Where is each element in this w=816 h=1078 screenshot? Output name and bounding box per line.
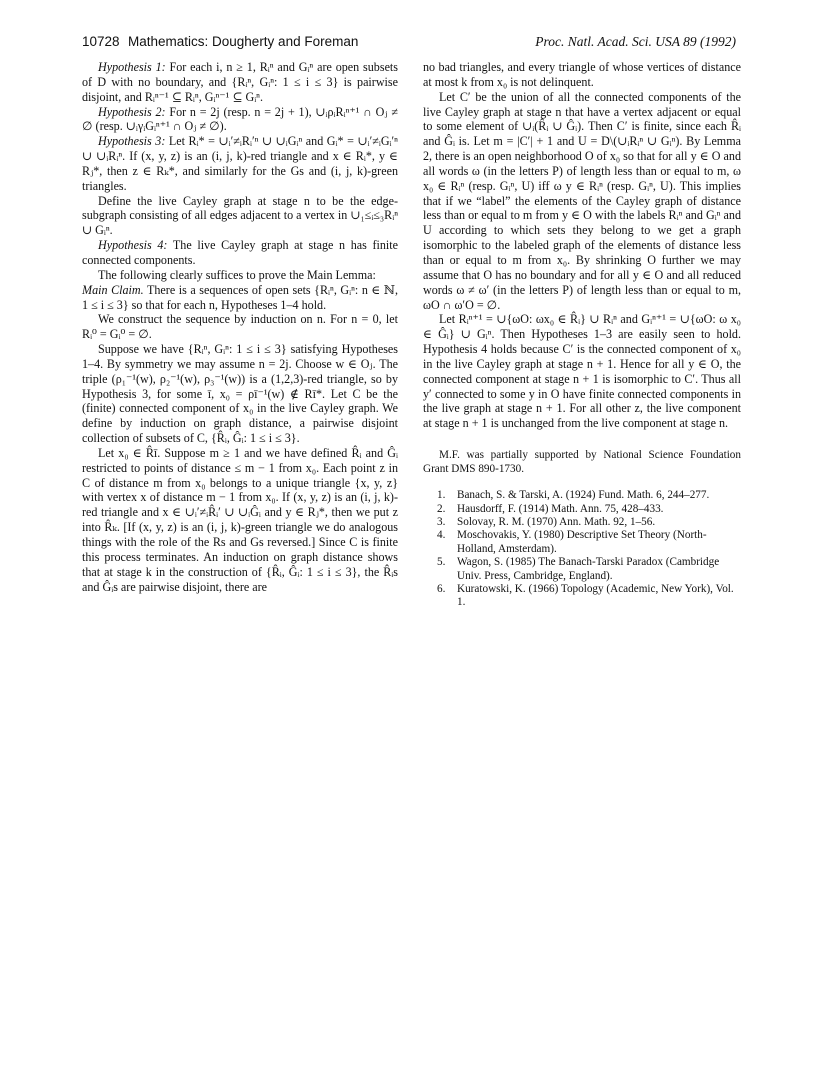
left-column <box>82 60 398 594</box>
hypothesis-4-text: The live Cayley graph at stage n has finite connected components. <box>82 238 398 267</box>
reference-item: 6. Kuratowski, K. (1966) Topology (Academic, New York), Vol. 1. <box>437 582 734 609</box>
let-cprime-paragraph: Let C′ be the union of all the connected components of the live Cayley graph at stage n that have a vertex adjacent or equal to some element of ∪ᵢ(R̂ᵢ ∪ Ĝᵢ). Then C′ is finite, since each R̂ᵢ and Ĝᵢ is. Let m = |C′| + 1 and U = D\(∪ᵢRᵢⁿ ∪ Gᵢⁿ). By Lemma 2, there is an open neighborhood O of x₀ so that for all y ∈ O and all words ω (in the letters P) of length less than or equal to m, ω x₀ ∈ Rᵢⁿ (resp. Gᵢⁿ, U) iff ω y ∈ Rᵢⁿ (resp. Gᵢⁿ, U). This implies that if we “label” the elements of the Cayley graph of distance less than or equal to m from y ∈ O with the labels Rᵢⁿ and Gᵢⁿ and U according to which sets they belong to we get a graph isomorphic to the labeled graph of the elements of distance less than or equal to m from x₀. By shrinking O further we may assume that O has no boundary and for all y ∈ O and all reduced words ω ≠ ω′ (in the letters P) of length less than or equal to m, ωO ∩ ω′O = ∅. <box>423 89 741 312</box>
continued-paragraph: no bad triangles, and every triangle of whose vertices of distance at most k from x₀ is not delinquent. <box>423 60 741 89</box>
reference-list <box>423 489 741 610</box>
suffices-sentence: The following clearly suffices to prove the Main Lemma: <box>98 267 376 282</box>
main-claim-text: There is a sequences of open sets {Rᵢⁿ, Gᵢⁿ: n ∈ ℕ, 1 ≤ i ≤ 3} so that for each n, Hypotheses 1–4 hold. <box>82 282 398 312</box>
main-claim-label: Main Claim. <box>82 282 144 297</box>
reference-item: 2. Hausdorff, F. (1914) Math. Ann. 75, 428–433. <box>437 502 664 515</box>
hypothesis-4 <box>82 238 398 268</box>
reference-item: 1. Banach, S. & Tarski, A. (1924) Fund. Math. 6, 244–277. <box>437 489 710 502</box>
live-graph-definition: Define the live Cayley graph at stage n to be the edge-subgraph consisting of all edges adjacent to a vertex in ∪₁≤ᵢ≤₃Rᵢⁿ ∪ Gᵢⁿ. <box>82 193 398 238</box>
page-number: 10728 <box>82 34 120 49</box>
running-title: Mathematics: Dougherty and Foreman <box>128 34 359 49</box>
hypothesis-1-label: Hypothesis 1: <box>98 60 166 74</box>
hypothesis-2-text: For n = 2j (resp. n = 2j + 1), ∪ᵢρᵢRᵢⁿ⁺¹ ∩ Oⱼ ≠ ∅ (resp. ∪ᵢγᵢGᵢⁿ⁺¹ ∩ Oⱼ ≠ ∅). <box>82 104 398 134</box>
hypothesis-1 <box>82 60 398 105</box>
right-column <box>423 60 741 610</box>
hypothesis-4-label: Hypothesis 4: <box>98 238 168 253</box>
page-header <box>82 34 736 52</box>
let-x0-paragraph: Let x₀ ∈ R̂ī. Suppose m ≥ 1 and we have defined R̂ᵢ and Ĝᵢ restricted to points of distance ≤ m − 1 from x₀. Each point z in C of distance m from x₀ belongs to a unique triangle {x, y, z} with vertex x of distance m − 1 from x₀. If (x, y, z) is an (i, j, k)-red triangle and x ∈ ∪ᵢ′≠ᵢR̂ᵢ′ ∪ ∪ᵢĜᵢ and y ∈ Rⱼ*, then we put z into R̂ₖ. [If (x, y, z) is an (i, j, k)-green triangle we do analogous things with the role of the Rs and Gs reversed.] Since C is finite this process terminates. An induction on graph distance shows that at stage k in the construction of {R̂ᵢ, Ĝᵢ: 1 ≤ i ≤ 3}, the R̂ᵢs and Ĝᵢs are pairwise disjoint, there are <box>82 445 398 594</box>
construction-paragraph: We construct the sequence by induction on n. For n = 0, let Rᵢ⁰ = Gᵢ⁰ = ∅. <box>82 312 398 342</box>
hypothesis-3-text: Let Rᵢ* = ∪ᵢ′≠ᵢRᵢ′ⁿ ∪ ∪ᵢGᵢⁿ and Gᵢ* = ∪ᵢ′≠ᵢGᵢ′ⁿ ∪ ∪ᵢRᵢⁿ. If (x, y, z) is an (i, j, k)-red triangle and x ∈ Rᵢ*, y ∈ Rⱼ*, then z ∈ Rₖ*, and similarly for the Gs and (i, j, k)-green triangles. <box>82 134 398 193</box>
reference-item: 4. Moschovakis, Y. (1980) Descriptive Set Theory (North-Holland, Amsterdam). <box>437 529 707 555</box>
acknowledgment: M.F. was partially supported by National Science Foundation Grant DMS 890-1730. <box>423 449 741 475</box>
hypothesis-2 <box>82 105 398 135</box>
main-claim <box>82 283 398 313</box>
suppose-paragraph: Suppose we have {Rᵢⁿ, Gᵢⁿ: 1 ≤ i ≤ 3} satisfying Hypotheses 1–4. By symmetry we may assume n = 2j. Choose w ∈ Oⱼ. The triple (ρ₁⁻¹(w), ρ₂⁻¹(w), ρ₃⁻¹(w)) is a (1,2,3)-red triangle, so by Hypothesis 3, for some ī, x₀ = ρī⁻¹(w) ∉ Rī*. Let C be the (finite) connected component of x₀ in the live Cayley graph. We define by induction on graph distance, a pairwise disjoint collection of subsets of C, {R̂ᵢ, Ĝᵢ: 1 ≤ i ≤ 3}. <box>82 342 398 446</box>
hypothesis-3-label: Hypothesis 3: <box>98 134 166 149</box>
let-rn1-paragraph: Let Rᵢⁿ⁺¹ = ∪{ωO: ωx₀ ∈ R̂ᵢ} ∪ Rᵢⁿ and Gᵢⁿ⁺¹ = ∪{ωO: ω x₀ ∈ Ĝᵢ} ∪ Gᵢⁿ. Then Hypotheses 1–3 are easily seen to hold. Hypothesis 4 holds because C′ is the connected component of x₀ in the live Cayley graph at stage n + 1. Hence for all y ∈ O, the connected component at stage n + 1 is isomorphic to C′. Thus all y′ connected to some y in O have finite connected components in the live graph at stage n + 1. For all other z, the live component at stage n + 1 is unchanged from the live component at stage n. <box>423 312 741 431</box>
hypothesis-2-label: Hypothesis 2: <box>98 104 166 119</box>
reference-item: 3. Solovay, R. M. (1970) Ann. Math. 92, 1–56. <box>437 515 656 528</box>
reference-item: 5. Wagon, S. (1985) The Banach-Tarski Paradox (Cambridge Univ. Press, Cambridge, England). <box>437 556 720 582</box>
journal-citation: Proc. Natl. Acad. Sci. USA 89 (1992) <box>535 34 736 49</box>
hypothesis-3 <box>82 134 398 193</box>
hypothesis-1-text: For each i, n ≥ 1, Rᵢⁿ and Gᵢⁿ are open subsets of D with no boundary, and {Rᵢⁿ, Gᵢⁿ: 1 ≤ i ≤ 3} is pairwise disjoint, and Rᵢⁿ⁻¹ ⊆ Rᵢⁿ, Gᵢⁿ⁻¹ ⊆ Gᵢⁿ. <box>82 60 398 104</box>
